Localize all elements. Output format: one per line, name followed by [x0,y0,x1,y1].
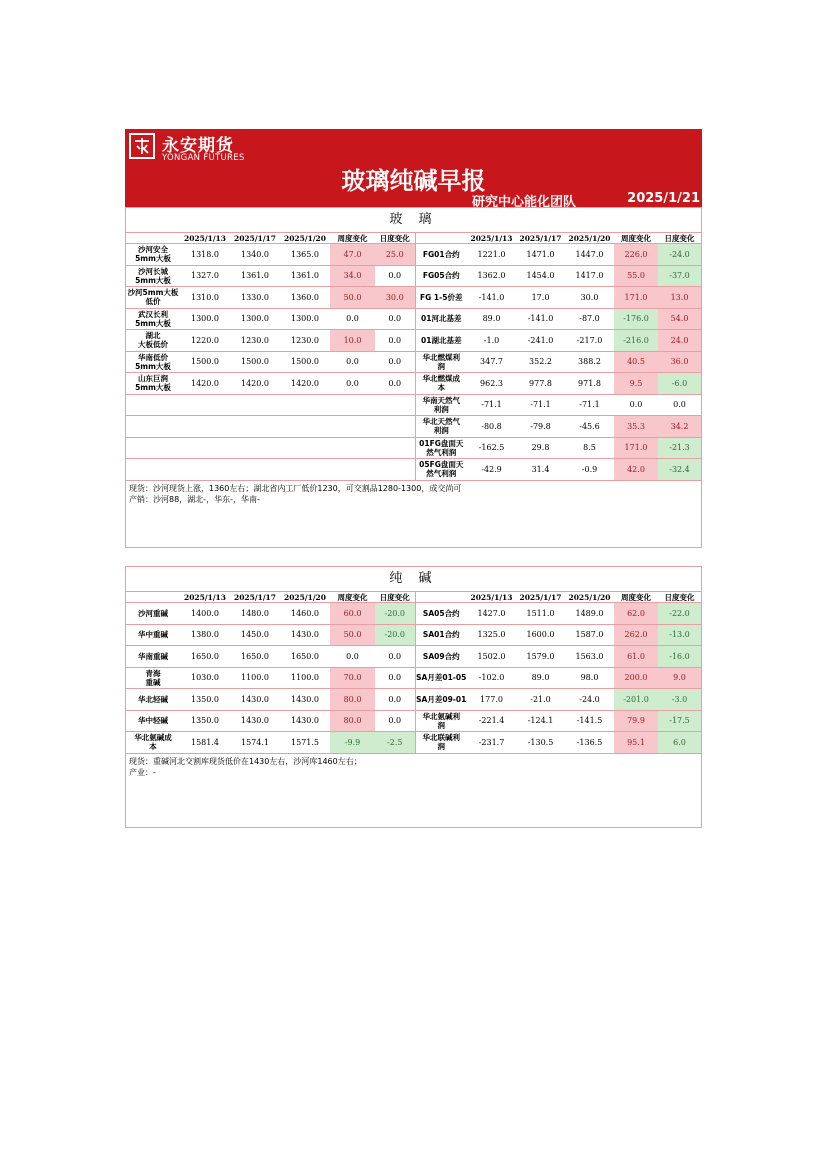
row-label: SA05合约 [415,603,467,625]
row-label: SA01合约 [415,624,467,646]
glass-notes [126,480,701,549]
cell-w: 262.0 [614,624,658,646]
cell-v1: -141.0 [467,287,516,309]
cell-v1: 1380.0 [180,624,230,646]
cell-v3: 1587.0 [565,624,614,646]
column-header: 周度变化 [337,233,368,243]
cell-v3: 1500.0 [280,351,330,373]
cell-v3: -87.0 [565,308,614,330]
logo-english: YONGAN FUTURES [162,153,245,163]
cell-d: 0.0 [375,265,415,287]
cell-d: -37.0 [658,265,701,287]
glass-title: 玻 璃 [126,208,701,233]
header-row [126,592,701,603]
cell-v3: 1430.0 [280,624,330,646]
cell-v1: 177.0 [467,689,516,711]
cell-v1: -42.9 [467,459,516,480]
column-header: 2025/1/20 [283,233,326,243]
table-row [126,373,701,395]
cell-w: 34.0 [330,265,375,287]
cell-v2: 17.0 [516,287,565,309]
cell-v3: 1361.0 [280,265,330,287]
table-row [126,394,701,416]
cell-v2: 1480.0 [230,603,280,625]
cell-v2: 1574.1 [230,732,280,753]
soda-table [126,592,701,753]
cell-v3: 1447.0 [565,244,614,266]
soda-note-spot: 现货：重碱河北交割库现货低价在1430左右，沙河库1460左右； [129,756,362,766]
table-row [126,416,701,438]
cell-v3: 388.2 [565,351,614,373]
cell-d: -22.0 [658,603,701,625]
cell-v3: 1563.0 [565,646,614,668]
cell-d: -21.3 [658,437,701,459]
table-row [126,287,701,309]
cell-v2: 1100.0 [230,667,280,689]
column-header: 日度变化 [664,592,695,602]
cell-v3: 30.0 [565,287,614,309]
logo-chinese: 永安期货 [162,136,234,156]
cell-v1: 1362.0 [467,265,516,287]
header-blank [415,233,467,244]
cell-w: 80.0 [330,689,375,711]
cell-w: 200.0 [614,667,658,689]
table-row [126,646,701,668]
cell-v1: 347.7 [467,351,516,373]
cell-v2: -21.0 [516,689,565,711]
cell-d: -20.0 [375,624,415,646]
cell-d: 0.0 [375,373,415,395]
cell-d: 25.0 [375,244,415,266]
cell-v3: 1360.0 [280,287,330,309]
cell-w: 42.0 [614,459,658,480]
soda-title: 纯 碱 [126,567,701,592]
cell-d: 54.0 [658,308,701,330]
cell-v2: 1420.0 [230,373,280,395]
cell-v1: 1220.0 [180,330,230,352]
cell-d: 24.0 [658,330,701,352]
cell-d: 0.0 [375,689,415,711]
cell-w: 35.3 [614,416,658,438]
cell-w: 47.0 [330,244,375,266]
cell-v2: -141.0 [516,308,565,330]
cell-d: -20.0 [375,603,415,625]
cell-v2: 352.2 [516,351,565,373]
table-row [126,351,701,373]
cell-v1: 1350.0 [180,689,230,711]
cell-v2: 1500.0 [230,351,280,373]
empty-cell [126,416,415,438]
cell-v2: 1340.0 [230,244,280,266]
row-label: 华北轻碱 [126,689,180,711]
cell-w: 95.1 [614,732,658,753]
cell-v1: 89.0 [467,308,516,330]
row-label: 华南低价 5mm大板 [126,351,180,373]
header-blank [126,592,180,603]
soda-notes [126,753,701,822]
row-label: FG01合约 [415,244,467,266]
cell-v2: 1361.0 [230,265,280,287]
cell-v1: -221.4 [467,710,516,732]
cell-v2: 1600.0 [516,624,565,646]
cell-v2: 1330.0 [230,287,280,309]
cell-d: 0.0 [375,667,415,689]
cell-v1: 1327.0 [180,265,230,287]
cell-v2: -79.8 [516,416,565,438]
cell-w: 80.0 [330,710,375,732]
cell-w: 70.0 [330,667,375,689]
cell-v3: 1417.0 [565,265,614,287]
header-blank [126,233,180,244]
cell-w: 40.5 [614,351,658,373]
cell-v1: 1500.0 [180,351,230,373]
cell-v1: 1300.0 [180,308,230,330]
cell-w: 50.0 [330,287,375,309]
cell-v3: 1365.0 [280,244,330,266]
cell-v2: 1430.0 [230,710,280,732]
cell-v2: 31.4 [516,459,565,480]
cell-d: -3.0 [658,689,701,711]
cell-v3: -0.9 [565,459,614,480]
cell-v1: 1400.0 [180,603,230,625]
cell-v2: 1430.0 [230,689,280,711]
cell-d: -16.0 [658,646,701,668]
cell-w: -9.9 [330,732,375,753]
cell-v2: -71.1 [516,394,565,416]
cell-v2: 1650.0 [230,646,280,668]
glass-note-spot: 现货：沙河现货上涨，1360左右；湖北省内工厂低价1230，可交割品1280-1300，成交尚可 [129,483,462,493]
cell-v2: -124.1 [516,710,565,732]
cell-v3: 8.5 [565,437,614,459]
cell-v2: 89.0 [516,667,565,689]
column-header: 周度变化 [621,592,651,602]
cell-v2: -130.5 [516,732,565,753]
report-page [125,129,702,828]
row-label: 沙河5mm大板 低价 [127,288,179,307]
cell-v1: -231.7 [467,732,516,753]
table-row [126,603,701,625]
row-label: 01湖北基差 [415,330,467,352]
row-label: 华北天然气 利润 [415,416,467,438]
cell-v3: 1430.0 [280,689,330,711]
cell-w: 10.0 [330,330,375,352]
table-row [126,732,701,753]
table-row [126,244,701,266]
row-label: 沙河长城 5mm大板 [126,265,180,287]
cell-v1: -1.0 [467,330,516,352]
row-label: SA月差09-01 [415,689,467,711]
header-banner [125,129,702,210]
column-header: 2025/1/17 [519,233,562,243]
yongan-logo-icon [129,133,155,159]
cell-d: 0.0 [375,646,415,668]
glass-table [126,233,701,480]
table-row [126,710,701,732]
cell-v1: 1420.0 [180,373,230,395]
empty-cell [126,459,415,480]
header-blank [415,592,467,603]
column-header: 周度变化 [621,233,651,243]
cell-v3: 1230.0 [280,330,330,352]
cell-d: -6.0 [658,373,701,395]
row-label: 华北氨碱利 润 [415,710,467,732]
row-label: 华中轻碱 [126,710,180,732]
cell-v3: -71.1 [565,394,614,416]
cell-d: 13.0 [658,287,701,309]
cell-v3: 1100.0 [280,667,330,689]
cell-v1: 1581.4 [180,732,230,753]
cell-w: 226.0 [614,244,658,266]
row-label: FG05合约 [415,265,467,287]
empty-cell [126,394,415,416]
soda-note-industry: 产业：- [129,767,156,777]
column-header: 2025/1/17 [233,233,276,243]
cell-w: 55.0 [614,265,658,287]
column-header: 日度变化 [379,592,410,602]
glass-note-sales: 产销：沙河88，湖北-，华东-，华南- [129,494,260,504]
cell-d: 0.0 [375,351,415,373]
table-row [126,308,701,330]
row-label: 华南天然气 利润 [415,394,467,416]
cell-v3: 98.0 [565,667,614,689]
row-label: 01FG盘面天 然气利润 [415,437,467,459]
cell-d: 0.0 [375,308,415,330]
column-header: 2025/1/20 [283,592,326,602]
cell-v1: 1030.0 [180,667,230,689]
cell-v3: 1489.0 [565,603,614,625]
row-label: 华南重碱 [126,646,180,668]
table-row [126,459,701,480]
cell-w: 0.0 [330,646,375,668]
cell-v3: 1300.0 [280,308,330,330]
cell-w: 50.0 [330,624,375,646]
row-label: SA09合约 [415,646,467,668]
row-label: 沙河安全 5mm大板 [126,244,180,266]
cell-v2: 1579.0 [516,646,565,668]
cell-v3: 1460.0 [280,603,330,625]
cell-d: -24.0 [658,244,701,266]
cell-d: 6.0 [658,732,701,753]
cell-d: -2.5 [375,732,415,753]
report-title: 玻璃纯碱早报 [341,167,486,195]
cell-w: 171.0 [614,287,658,309]
cell-v2: 1450.0 [230,624,280,646]
column-header: 2025/1/20 [568,592,611,602]
column-header: 2025/1/13 [470,592,513,602]
cell-v2: -241.0 [516,330,565,352]
row-label: 华中重碱 [126,624,180,646]
cell-v1: -102.0 [467,667,516,689]
cell-w: 0.0 [330,351,375,373]
team-name: 研究中心能化团队 [472,195,577,210]
cell-w: 0.0 [330,308,375,330]
cell-v1: -162.5 [467,437,516,459]
cell-w: 9.5 [614,373,658,395]
cell-v3: 1430.0 [280,710,330,732]
cell-v2: 1300.0 [230,308,280,330]
row-label: 沙河重碱 [126,603,180,625]
row-label: 华北燃煤利 润 [415,351,467,373]
cell-w: 62.0 [614,603,658,625]
cell-d: 0.0 [658,394,701,416]
cell-v1: -71.1 [467,394,516,416]
cell-d: -32.4 [658,459,701,480]
cell-d: -17.5 [658,710,701,732]
cell-d: 36.0 [658,351,701,373]
cell-v1: 1221.0 [467,244,516,266]
row-label: 05FG盘面天 然气利润 [415,459,467,480]
cell-v1: 1310.0 [180,287,230,309]
row-label: 武汉长利 5mm大板 [126,308,180,330]
cell-d: 0.0 [375,710,415,732]
cell-v2: 1511.0 [516,603,565,625]
row-label: 湖北 大板低价 [126,330,180,352]
cell-v3: -141.5 [565,710,614,732]
cell-w: 0.0 [330,373,375,395]
report-date: 2025/1/21 [627,191,700,206]
cell-v2: 1471.0 [516,244,565,266]
cell-v1: 1502.0 [467,646,516,668]
column-header: 周度变化 [337,592,368,602]
column-header: 日度变化 [664,233,695,243]
cell-v1: 1427.0 [467,603,516,625]
column-header: 2025/1/13 [470,233,513,243]
row-label: 青海 重碱 [126,667,180,689]
table-row [126,667,701,689]
cell-d: -13.0 [658,624,701,646]
column-header: 2025/1/17 [233,592,276,602]
row-label: 山东巨润 5mm大板 [126,373,180,395]
glass-section [125,207,702,548]
soda-section [125,566,702,828]
row-label: 华北燃煤成 本 [415,373,467,395]
cell-v3: -45.6 [565,416,614,438]
cell-v1: 1350.0 [180,710,230,732]
column-header: 2025/1/13 [183,592,226,602]
cell-v1: 1318.0 [180,244,230,266]
cell-v3: 1571.5 [280,732,330,753]
table-row [126,437,701,459]
cell-d: 9.0 [658,667,701,689]
row-label: FG 1-5价差 [415,287,467,309]
table-row [126,330,701,352]
cell-v3: -136.5 [565,732,614,753]
cell-w: -201.0 [614,689,658,711]
column-header: 2025/1/20 [568,233,611,243]
cell-w: 79.9 [614,710,658,732]
cell-v3: 971.8 [565,373,614,395]
column-header: 2025/1/17 [519,592,562,602]
column-header: 日度变化 [379,233,410,243]
cell-v2: 977.8 [516,373,565,395]
cell-d: 0.0 [375,330,415,352]
cell-v2: 29.8 [516,437,565,459]
row-label: 华北联碱利 润 [415,732,467,753]
cell-d: 34.2 [658,416,701,438]
cell-v3: 1420.0 [280,373,330,395]
cell-w: 61.0 [614,646,658,668]
table-row [126,624,701,646]
table-row [126,265,701,287]
cell-v1: -80.8 [467,416,516,438]
cell-v1: 1650.0 [180,646,230,668]
cell-v3: 1650.0 [280,646,330,668]
cell-v1: 962.3 [467,373,516,395]
cell-v2: 1230.0 [230,330,280,352]
row-label: SA月差01-05 [415,667,467,689]
row-label: 01河北基差 [415,308,467,330]
cell-v1: 1325.0 [467,624,516,646]
cell-v3: -217.0 [565,330,614,352]
empty-cell [126,437,415,459]
cell-v3: -24.0 [565,689,614,711]
cell-w: -216.0 [614,330,658,352]
cell-w: 60.0 [330,603,375,625]
cell-w: 0.0 [614,394,658,416]
row-label: 华北氨碱成 本 [126,732,180,753]
cell-v2: 1454.0 [516,265,565,287]
header-row [126,233,701,244]
column-header: 2025/1/13 [183,233,226,243]
cell-w: 171.0 [614,437,658,459]
cell-w: -176.0 [614,308,658,330]
cell-d: 30.0 [375,287,415,309]
table-row [126,689,701,711]
